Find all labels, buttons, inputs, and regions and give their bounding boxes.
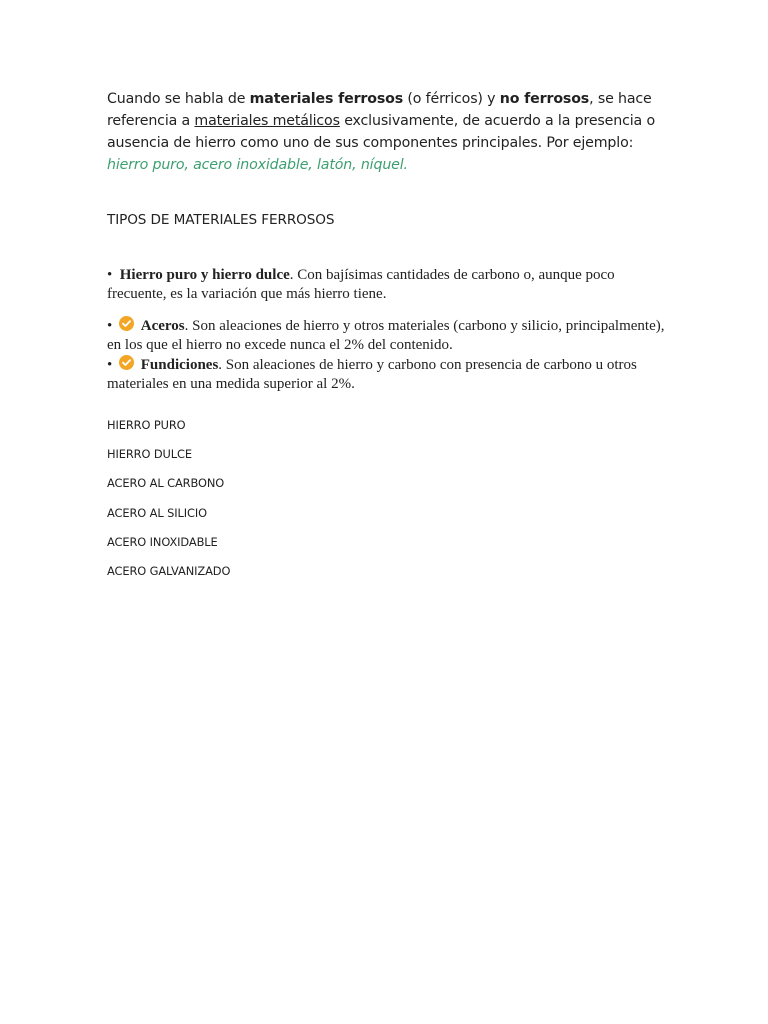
bullet-marker: • xyxy=(107,267,113,283)
intro-link-metallic-materials[interactable]: materiales metálicos xyxy=(194,113,340,129)
intro-bold-nonferrous: no ferrosos xyxy=(499,91,590,107)
bullet-item-aceros xyxy=(107,316,667,355)
bullet-list xyxy=(107,266,667,394)
list-item: ACERO INOXIDABLE xyxy=(107,534,218,549)
bullet-item-fundiciones xyxy=(107,355,667,394)
ferrous-materials-list xyxy=(107,417,230,592)
check-circle-icon xyxy=(119,316,134,331)
intro-text-3: , se hace referencia a xyxy=(107,91,652,129)
document-page xyxy=(107,88,667,578)
bullet-term: Fundiciones xyxy=(140,357,219,373)
bullet-item-hierro xyxy=(107,266,667,304)
intro-text-2: (o férricos) y xyxy=(403,91,500,107)
section-title: TIPOS DE MATERIALES FERROSOS xyxy=(107,212,335,228)
intro-paragraph xyxy=(107,88,667,176)
intro-text-1: Cuando se habla de xyxy=(107,91,250,107)
list-item: HIERRO PURO xyxy=(107,418,186,432)
list-item: HIERRO DULCE xyxy=(107,447,192,462)
intro-text-4: exclusivamente, de acuerdo a la presencia o ausencia de hierro como uno de sus componentes principales. Por ejemplo: xyxy=(107,113,655,151)
bullet-marker: • xyxy=(107,357,113,373)
bullet-text: . Con bajísimas cantidades de carbono o, aunque poco frecuente, es la variación que más hierro tiene. xyxy=(107,267,615,302)
list-item: ACERO GALVANIZADO xyxy=(107,563,231,578)
bullet-marker: • xyxy=(107,318,113,334)
check-circle-icon xyxy=(119,355,134,370)
intro-bold-ferrous: materiales ferrosos xyxy=(249,91,404,107)
bullet-term: Aceros xyxy=(140,318,185,334)
bullet-text: . Son aleaciones de hierro y carbono con presencia de carbono u otros materiales en una medida superior al 2%. xyxy=(107,357,637,392)
list-item: ACERO AL SILICIO xyxy=(107,505,207,520)
bullet-term: Hierro puro y hierro dulce xyxy=(119,267,290,283)
intro-example: hierro puro, acero inoxidable, latón, níquel. xyxy=(107,157,408,173)
bullet-text: . Son aleaciones de hierro y otros materiales (carbono y silicio, principalmente), en los que el hierro no excede nunca el 2% del contenido. xyxy=(107,318,665,353)
list-item: ACERO AL CARBONO xyxy=(107,476,225,491)
